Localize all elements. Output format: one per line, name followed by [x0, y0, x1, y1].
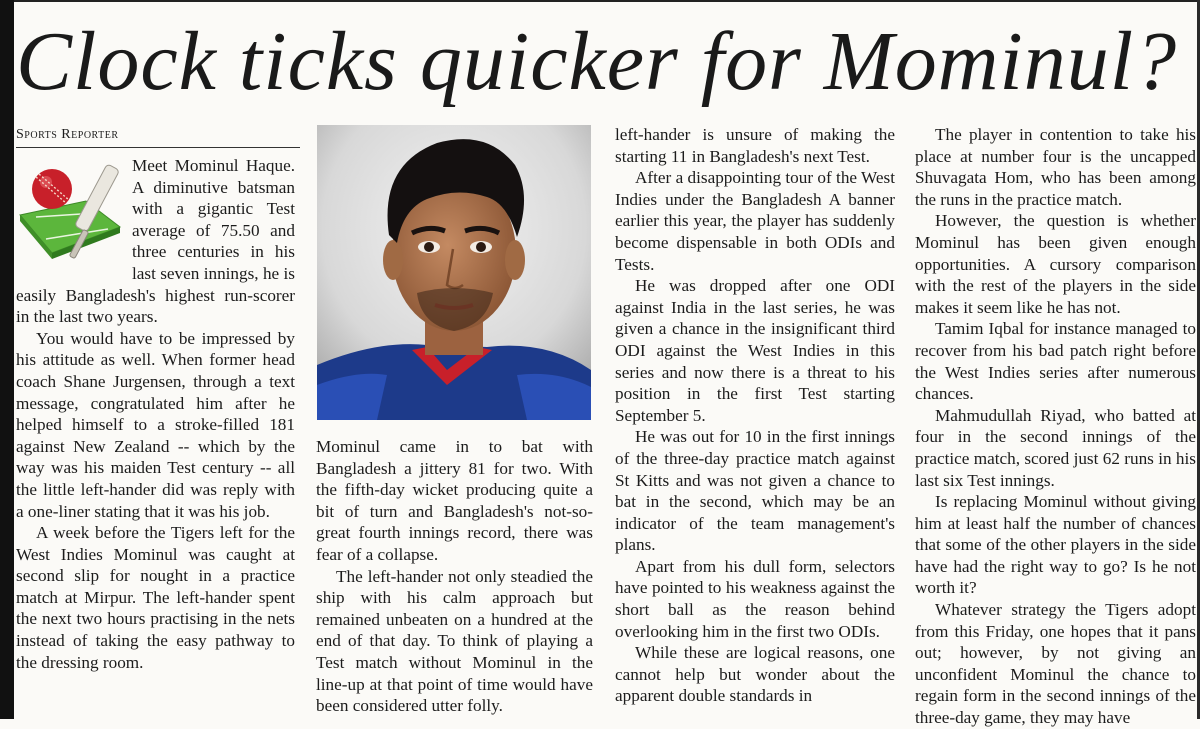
paragraph: left-hander is unsure of making the starting 11 in Bangladesh's next Test. — [615, 125, 895, 166]
paragraph: A week before the Tigers left for the West Indies Mominul was caught at second slip for nought in a practice match at Mirpur. The left-hander spent the next two hours practising in the nets instead of taking the easy pathway to the dressing room. — [16, 523, 295, 672]
paragraph: However, the question is whether Mominul has been given enough opportunities. A cursory comparison with the rest of the players in the side makes it seem like he has not. — [915, 211, 1196, 317]
paragraph: After a disappointing tour of the West Indies under the Bangladesh A banner earlier this year, the player has suddenly become dispensable in both ODIs and Tests. — [615, 168, 895, 274]
paragraph: Apart from his dull form, selectors have pointed to his weakness against the short ball as the reason behind overlooking him in the first two ODIs. — [615, 556, 895, 641]
player-portrait-image — [317, 125, 591, 420]
article-column-3 — [615, 124, 895, 707]
headline: Clock ticks quicker for Mominul? — [16, 15, 1178, 108]
left-column-rule — [0, 0, 14, 719]
top-rule — [14, 0, 1200, 2]
paragraph: While these are logical reasons, one cannot help but wonder about the apparent double standards in — [615, 643, 895, 706]
paragraph: Is replacing Mominul without giving him at least half the number of chances that some of the other players in the side have had the right way to go? Is he not worth it? — [915, 492, 1196, 598]
cricket-ball-bat-icon — [16, 155, 126, 267]
paragraph: He was out for 10 in the first innings of the three-day practice match against St Kitts and was not given a chance to bat in the second, which may be an indicator of the team management's plans. — [615, 427, 895, 555]
paragraph: Meet Mominul Haque. A diminutive batsman with a gigantic Test average of 75.50 and three centuries in his last seven innings, he is easily Bangladesh's highest run-scorer in the last two years. — [16, 156, 295, 327]
paragraph: He was dropped after one ODI against India in the last series, he was given a chance in the insignificant third ODI against the West Indies in this series and now there is a threat to his position in the first Test starting September 5. — [615, 276, 895, 425]
article-column-2 — [316, 436, 593, 717]
article-column-1 — [16, 155, 295, 673]
paragraph: Mominul came in to bat with Bangladesh a jittery 81 for two. With the fifth-day wicket producing quite a bit of turn and Bangladesh's not-so-great fourth innings record, there was fear of a collapse. — [316, 437, 593, 564]
paragraph: The player in contention to take his place at number four is the uncapped Shuvagata Hom, who has been among the runs in the practice match. — [915, 125, 1196, 209]
paragraph: Whatever strategy the Tigers adopt from this Friday, one hopes that it pans out; however, by not giving an unconfident Mominul the chance to regain form in the second innings of the three-day game, they may have — [915, 600, 1196, 728]
paragraph: The left-hander not only steadied the ship with his calm approach but remained unbeaten on a hundred at the end of that day. To think of playing a Test match without Mominul in the line-up at that point of time would have been considered utter folly. — [316, 566, 593, 716]
paragraph: Mahmudullah Riyad, who batted at four in the second innings of the practice match, scored just 62 runs in his last six Test innings. — [915, 405, 1196, 490]
player-portrait — [317, 125, 591, 420]
byline: Sports Reporter — [16, 126, 300, 148]
article-column-4 — [915, 124, 1196, 729]
paragraph: You would have to be impressed by his attitude as well. When former head coach Shane Jurgensen, through a text message, congratulated him after he helped himself to a stroke-filled 181 against New Zealand -- which by the way was his maiden Test century -- all the little left-hander did was reply with a one-liner stating that it was his job. — [16, 328, 295, 521]
paragraph: Tamim Iqbal for instance managed to recover from his bad patch right before the West Indies series after numerous chances. — [915, 319, 1196, 404]
